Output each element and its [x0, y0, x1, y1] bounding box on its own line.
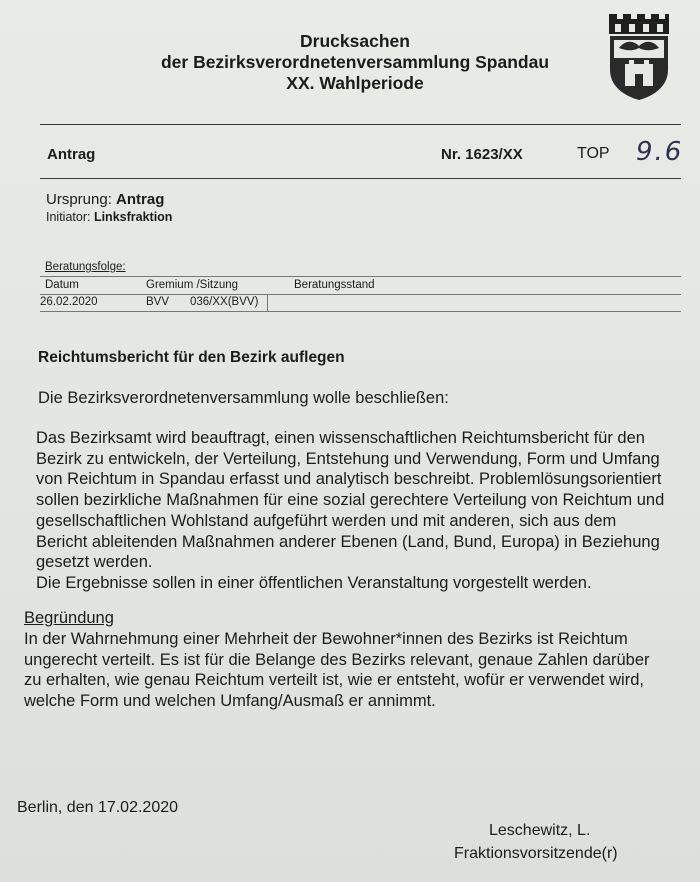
document-number: Nr. 1623/XX	[441, 146, 523, 163]
motion-body-line: gesellschaftlichen Wohlstand aufgeführt werden und mit anderen, sich aus dem	[36, 511, 617, 530]
table-cell-datum: 26.02.2020	[40, 296, 98, 308]
header-title-line2: der Bezirksverordnetenversammlung Spandau	[160, 52, 550, 72]
reasoning-heading: Begründung	[24, 609, 114, 627]
table-bottom-rule	[40, 311, 681, 312]
table-cell-gremium: BVV	[146, 296, 170, 308]
motion-body-line: Die Ergebnisse sollen in einer öffentlichen Veranstaltung vorgestellt werden.	[36, 573, 592, 592]
reasoning-body	[24, 629, 684, 712]
header-divider	[40, 124, 681, 125]
top-value-handwritten: 9.6	[636, 137, 684, 167]
signer-role: Fraktionsvorsitzende(r)	[454, 845, 618, 862]
reasoning-line: In der Wahrnehmung einer Mehrheit der Bewohner*innen des Bezirks ist Reichtum	[24, 630, 628, 648]
motion-body	[36, 428, 696, 594]
column-header-beratungsstand: Beratungsstand	[294, 279, 375, 291]
column-header-gremium: Gremium /Sitzung	[146, 279, 239, 291]
signer-name: Leschewitz, L.	[489, 822, 591, 839]
place-date: Berlin, den 17.02.2020	[17, 799, 179, 816]
motion-body-line: Bericht ableitenden Maßnahmen anderer Ebenen (Land, Bund, Europa) in Beziehung	[36, 532, 660, 551]
header-title-line1: Drucksachen	[300, 31, 410, 51]
table-cell-sitzung: 036/XX(BVV)	[190, 296, 259, 308]
beratungsfolge-heading: Beratungsfolge:	[45, 261, 126, 273]
initiator-line	[46, 210, 172, 224]
header-title-line3: XX. Wahlperiode	[286, 73, 424, 93]
column-header-datum: Datum	[45, 279, 79, 291]
origin-line	[46, 191, 164, 208]
type-divider	[40, 178, 681, 179]
top-label: TOP	[577, 145, 610, 162]
initiator-value: Linksfraktion	[93, 210, 173, 224]
coat-of-arms-icon	[607, 12, 671, 102]
table-top-rule	[40, 276, 681, 277]
motion-body-line: gesetzt werden.	[36, 553, 153, 572]
origin-value: Antrag	[116, 191, 165, 208]
motion-body-line: Bezirk zu entwickeln, der Verteilung, Entstehung und Verwendung, Form und Umfang	[36, 449, 660, 468]
table-cell-divider	[267, 294, 268, 311]
reasoning-line: welche Form und welchen Umfang/Ausmaß er annimmt.	[24, 692, 436, 711]
origin-label: Ursprung:	[46, 191, 112, 208]
motion-intro: Die Bezirksverordnetenversammlung wolle beschließen:	[38, 389, 449, 407]
motion-body-line: Das Bezirksamt wird beauftragt, einen wissenschaftlichen Reichtumsbericht für den	[36, 429, 645, 447]
reasoning-line: ungerecht verteilt. Es ist für die Belange des Bezirks relevant, genaue Zahlen darüber	[24, 650, 650, 669]
document-type: Antrag	[47, 146, 96, 163]
motion-body-line: sollen bezirkliche Maßnahmen für eine sozial gerechtere Verteilung von Reichtum und	[36, 491, 665, 510]
initiator-label: Initiator:	[46, 210, 91, 224]
motion-body-line: von Reichtum in Spandau erfasst und analytisch beschreibt. Problemlösungsorientiert	[36, 470, 662, 489]
motion-title: Reichtumsbericht für den Bezirk auflegen	[38, 349, 345, 366]
table-header-rule	[40, 294, 681, 295]
reasoning-line: zu erhalten, wie genau Reichtum verteilt ist, wie er entsteht, wofür er verwendet wird,	[24, 671, 644, 690]
